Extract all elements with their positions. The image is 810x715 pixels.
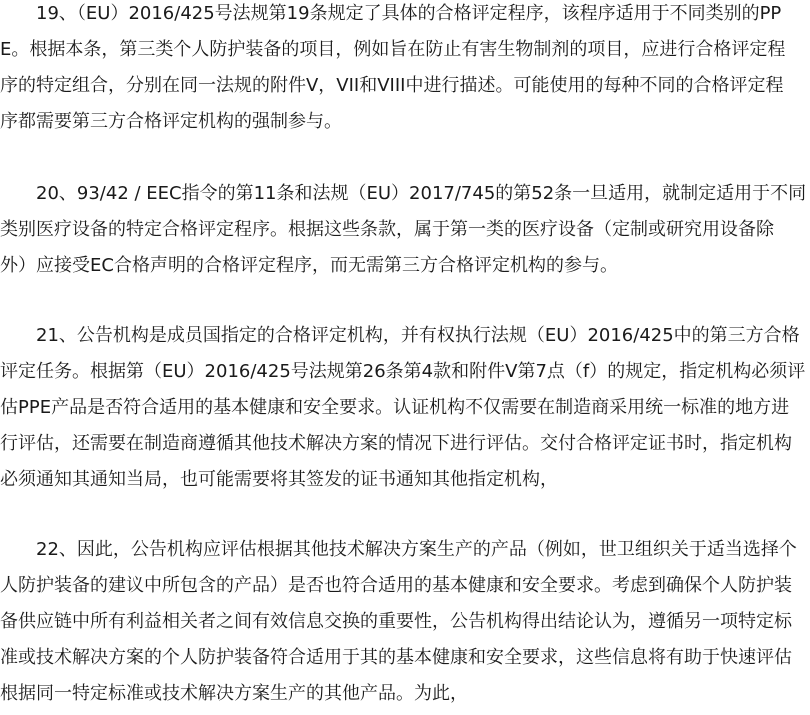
paragraph-21-line-2: 评定任务。根据第（EU）2016/425号法规第26条第4款和附件V第7点（f）的规定，指定机构必须评 [0, 361, 806, 382]
paragraph-21-line-3: 估PPE产品是否符合适用的基本健康和安全要求。认证机构不仅需要在制造商采用统一标准的地方进 [0, 397, 790, 418]
paragraph-20-line-2: 类别医疗设备的特定合格评定程序。根据这些条款，属于第一类的医疗设备（定制或研究用设备除 [0, 219, 774, 240]
paragraph-19-line-1: 19、（EU）2016/425号法规第19条规定了具体的合格评定程序，该程序适用于不同类别的PP [36, 3, 782, 24]
paragraph-20-line-3: 外）应接受EC合格声明的合格评定程序，而无需第三方合格评定机构的参与。 [0, 255, 618, 276]
paragraph-21-line-5: 必须通知其通知当局，也可能需要将其签发的证书通知其他指定机构， [0, 469, 558, 490]
paragraph-22-line-4: 准或技术解决方案的个人防护装备符合适用于其的基本健康和安全要求，这些信息将有助于快速评估 [0, 647, 792, 668]
paragraph-21-line-1: 21、公告机构是成员国指定的合格评定机构，并有权执行法规（EU）2016/425中的第三方合格 [36, 325, 800, 346]
paragraph-22-line-1: 22、因此，公告机构应评估根据其他技术解决方案生产的产品（例如，世卫组织关于适当选择个 [36, 539, 797, 560]
paragraph-22-line-3: 备供应链中所有利益相关者之间有效信息交换的重要性，公告机构得出结论认为，遵循另一项特定标 [0, 611, 792, 632]
paragraph-19-line-3: 序的特定组合，分别在同一法规的附件V，VII和VIII中进行描述。可能使用的每种不同的合格评定程 [0, 75, 784, 96]
paragraph-19-line-4: 序都需要第三方合格评定机构的强制参与。 [0, 111, 342, 132]
paragraph-20-line-1: 20、93/42 / EEC指令的第11条和法规（EU）2017/745的第52条一旦适用，就制定适用于不同 [36, 183, 807, 204]
paragraph-21-line-4: 行评估，还需要在制造商遵循其他技术解决方案的情况下进行评估。交付合格评定证书时，指定机构 [0, 433, 792, 454]
paragraph-22-line-2: 人防护装备的建议中所包含的产品）是否也符合适用的基本健康和安全要求。考虑到确保个人防护装 [0, 575, 792, 596]
paragraph-22-line-5: 根据同一特定标准或技术解决方案生产的其他产品。为此， [0, 683, 468, 704]
paragraph-19-line-2: E。根据本条，第三类个人防护装备的项目，例如旨在防止有害生物制剂的项目，应进行合格评定程 [0, 39, 786, 60]
